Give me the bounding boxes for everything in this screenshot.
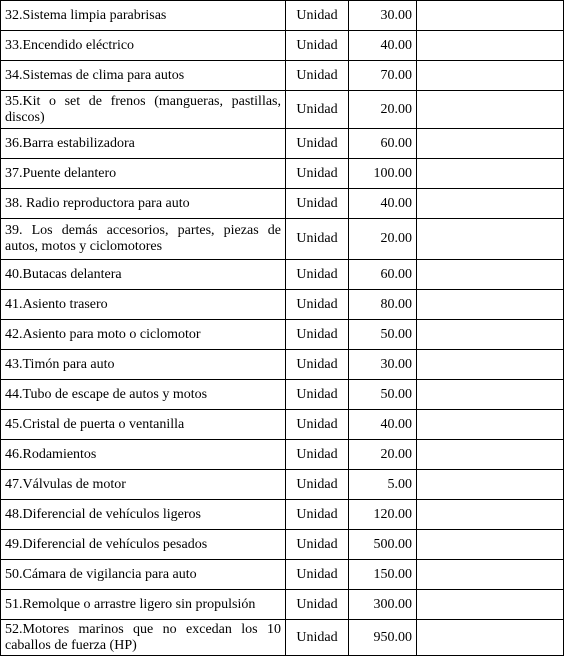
item-unit: Unidad — [286, 219, 349, 260]
empty-cell — [417, 350, 564, 380]
item-unit: Unidad — [286, 290, 349, 320]
table-row — [1, 500, 564, 530]
item-unit: Unidad — [286, 500, 349, 530]
item-unit: Unidad — [286, 560, 349, 590]
item-value: 150.00 — [349, 560, 417, 590]
table-row — [1, 530, 564, 560]
item-description: 33.Encendido eléctrico — [1, 31, 286, 61]
item-unit: Unidad — [286, 590, 349, 620]
table-row — [1, 320, 564, 350]
table-row — [1, 91, 564, 129]
empty-cell — [417, 530, 564, 560]
item-description: 38. Radio reproductora para auto — [1, 189, 286, 219]
item-value: 30.00 — [349, 1, 417, 31]
table-row — [1, 560, 564, 590]
item-value: 50.00 — [349, 380, 417, 410]
empty-cell — [417, 290, 564, 320]
item-value: 40.00 — [349, 410, 417, 440]
empty-cell — [417, 189, 564, 219]
item-unit: Unidad — [286, 380, 349, 410]
item-value: 20.00 — [349, 440, 417, 470]
item-unit: Unidad — [286, 410, 349, 440]
table-row — [1, 1, 564, 31]
item-value: 5.00 — [349, 470, 417, 500]
items-table-body — [1, 1, 564, 656]
item-unit: Unidad — [286, 260, 349, 290]
empty-cell — [417, 620, 564, 656]
item-description: 46.Rodamientos — [1, 440, 286, 470]
item-value: 20.00 — [349, 91, 417, 129]
item-description: 39. Los demás accesorios, partes, piezas de autos, motos y ciclomotores — [1, 219, 286, 260]
table-row — [1, 189, 564, 219]
item-value: 60.00 — [349, 129, 417, 159]
table-row — [1, 380, 564, 410]
item-description: 45.Cristal de puerta o ventanilla — [1, 410, 286, 440]
item-unit: Unidad — [286, 620, 349, 656]
table-row — [1, 620, 564, 656]
item-value: 100.00 — [349, 159, 417, 189]
empty-cell — [417, 410, 564, 440]
item-description: 52.Motores marinos que no excedan los 10 caballos de fuerza (HP) — [1, 620, 286, 656]
item-value: 500.00 — [349, 530, 417, 560]
item-unit: Unidad — [286, 350, 349, 380]
table-row — [1, 31, 564, 61]
item-description: 40.Butacas delantera — [1, 260, 286, 290]
item-value: 80.00 — [349, 290, 417, 320]
item-unit: Unidad — [286, 129, 349, 159]
item-unit: Unidad — [286, 31, 349, 61]
item-description: 50.Cámara de vigilancia para auto — [1, 560, 286, 590]
item-description: 43.Timón para auto — [1, 350, 286, 380]
item-value: 60.00 — [349, 260, 417, 290]
empty-cell — [417, 159, 564, 189]
table-row — [1, 590, 564, 620]
table-row — [1, 129, 564, 159]
empty-cell — [417, 470, 564, 500]
empty-cell — [417, 91, 564, 129]
empty-cell — [417, 61, 564, 91]
item-description: 35.Kit o set de frenos (mangueras, pastillas, discos) — [1, 91, 286, 129]
item-unit: Unidad — [286, 159, 349, 189]
table-row — [1, 61, 564, 91]
item-value: 40.00 — [349, 189, 417, 219]
table-row — [1, 410, 564, 440]
item-value: 950.00 — [349, 620, 417, 656]
item-value: 30.00 — [349, 350, 417, 380]
item-value: 40.00 — [349, 31, 417, 61]
table-row — [1, 350, 564, 380]
table-row — [1, 219, 564, 260]
item-value: 20.00 — [349, 219, 417, 260]
item-value: 120.00 — [349, 500, 417, 530]
empty-cell — [417, 260, 564, 290]
empty-cell — [417, 31, 564, 61]
empty-cell — [417, 560, 564, 590]
item-unit: Unidad — [286, 470, 349, 500]
table-row — [1, 470, 564, 500]
item-description: 42.Asiento para moto o ciclomotor — [1, 320, 286, 350]
item-value: 300.00 — [349, 590, 417, 620]
item-unit: Unidad — [286, 189, 349, 219]
item-unit: Unidad — [286, 1, 349, 31]
item-unit: Unidad — [286, 530, 349, 560]
table-row — [1, 159, 564, 189]
table-row — [1, 260, 564, 290]
item-unit: Unidad — [286, 91, 349, 129]
empty-cell — [417, 500, 564, 530]
empty-cell — [417, 129, 564, 159]
item-description: 48.Diferencial de vehículos ligeros — [1, 500, 286, 530]
item-unit: Unidad — [286, 440, 349, 470]
item-unit: Unidad — [286, 61, 349, 91]
empty-cell — [417, 219, 564, 260]
empty-cell — [417, 440, 564, 470]
item-description: 51.Remolque o arrastre ligero sin propulsión — [1, 590, 286, 620]
item-unit: Unidad — [286, 320, 349, 350]
item-description: 36.Barra estabilizadora — [1, 129, 286, 159]
item-description: 47.Válvulas de motor — [1, 470, 286, 500]
table-row — [1, 290, 564, 320]
item-value: 70.00 — [349, 61, 417, 91]
empty-cell — [417, 380, 564, 410]
item-value: 50.00 — [349, 320, 417, 350]
item-description: 32.Sistema limpia parabrisas — [1, 1, 286, 31]
empty-cell — [417, 590, 564, 620]
table-row — [1, 440, 564, 470]
item-description: 44.Tubo de escape de autos y motos — [1, 380, 286, 410]
item-description: 49.Diferencial de vehículos pesados — [1, 530, 286, 560]
item-description: 34.Sistemas de clima para autos — [1, 61, 286, 91]
empty-cell — [417, 320, 564, 350]
item-description: 37.Puente delantero — [1, 159, 286, 189]
item-description: 41.Asiento trasero — [1, 290, 286, 320]
empty-cell — [417, 1, 564, 31]
